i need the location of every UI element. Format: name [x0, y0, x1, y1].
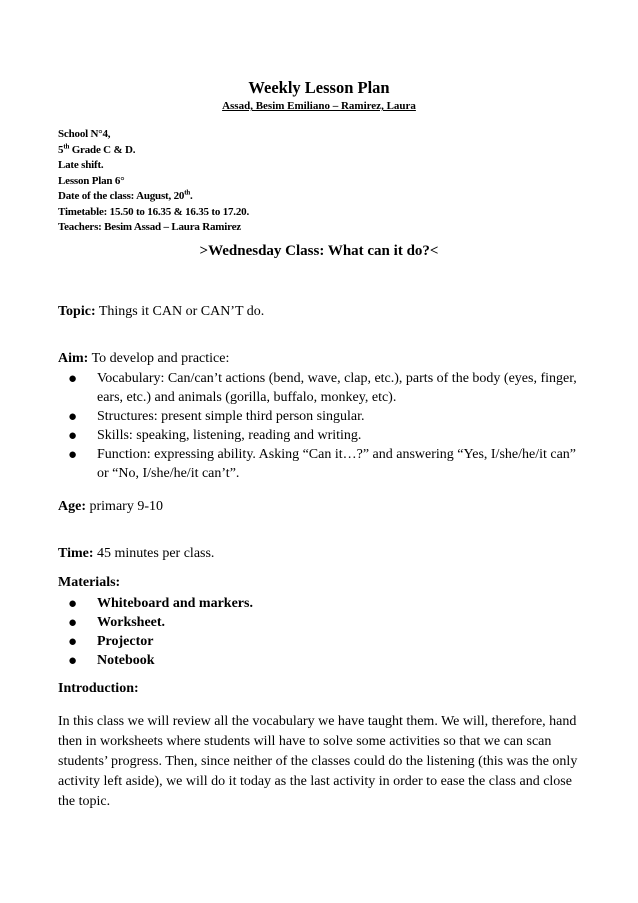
time-row [58, 544, 214, 562]
aim-item-text: Function: expressing ability. Asking “Can it…?” and answering “Yes, I/she/he/it can” or “No, I/she/he/it can’t”. [97, 447, 577, 481]
bullet-icon: ● [68, 596, 78, 612]
material-item-text: Worksheet. [97, 615, 166, 630]
list-item [60, 407, 580, 426]
aim-value: To develop and practice: [88, 351, 230, 366]
timetable-line: Timetable: 15.50 to 16.35 & 16.35 to 17.20. [58, 205, 250, 218]
bullet-icon: ● [68, 428, 78, 444]
introduction-label: Introduction: [58, 681, 139, 696]
grade-line [58, 143, 578, 159]
date-text: Date of the class: August, 20 [58, 190, 185, 202]
date-line [58, 189, 578, 205]
list-item [60, 426, 580, 445]
material-item-text: Projector [97, 634, 154, 649]
bullet-icon: ● [68, 447, 78, 463]
bullet-icon: ● [68, 409, 78, 425]
list-item [60, 594, 540, 613]
bullet-icon: ● [68, 653, 78, 669]
shift-line: Late shift. [58, 159, 104, 171]
age-value: primary 9-10 [86, 499, 163, 514]
list-item [60, 369, 580, 407]
school-line: School N°4, [58, 128, 111, 140]
topic-label: Topic: [58, 304, 96, 319]
class-heading: >Wednesday Class: What can it do?< [199, 243, 439, 259]
header-info [58, 127, 578, 236]
materials-label: Materials: [58, 575, 121, 590]
teachers-line: Teachers: Besim Assad – Laura Ramirez [58, 221, 241, 233]
aim-item-text: Vocabulary: Can/can’t actions (bend, wave, clap, etc.), parts of the body (eyes, finger, ears, etc.) and animals (gorilla, buffalo, monkey, etc). [97, 371, 577, 405]
list-item [60, 632, 540, 651]
date-suffix: th [184, 188, 191, 197]
introduction-text: In this class we will review all the vocabulary we have taught them. We will, therefore, hand then in worksheets where students will have to solve some activities so that we can scan students’ progress. Then, since neither of the classes could do the listening (this was the only activity left aside), we will do it today as the last activity in order to ease the class and close the topic. [58, 714, 578, 809]
aim-list [60, 369, 580, 483]
time-label: Time: [58, 546, 94, 561]
bullet-icon: ● [68, 371, 78, 387]
document-title: Weekly Lesson Plan [248, 78, 390, 97]
time-value: 45 minutes per class. [93, 546, 215, 561]
list-item [60, 613, 540, 632]
topic-row [58, 302, 264, 320]
bullet-icon: ● [68, 615, 78, 631]
material-item-text: Notebook [97, 653, 155, 668]
plan-line: Lesson Plan 6° [58, 174, 125, 187]
aim-item-text: Skills: speaking, listening, reading and writing. [97, 428, 362, 443]
aim-item-text: Structures: present simple third person singular. [97, 409, 365, 424]
bullet-icon: ● [68, 634, 78, 650]
aim-label: Aim: [58, 351, 89, 366]
date-end: . [190, 190, 193, 202]
topic-value: Things it CAN or CAN’T do. [95, 304, 265, 319]
materials-list [60, 594, 540, 670]
aim-row [58, 349, 229, 367]
grade-text: Grade C & D. [69, 143, 136, 156]
list-item [60, 651, 540, 670]
age-row [58, 497, 163, 515]
document-authors: Assad, Besim Emiliano – Ramirez, Laura [222, 100, 416, 112]
grade-suffix: th [63, 141, 70, 150]
age-label: Age: [58, 499, 86, 514]
grade-number: 5 [58, 143, 64, 156]
material-item-text: Whiteboard and markers. [97, 596, 253, 611]
list-item [60, 445, 580, 483]
